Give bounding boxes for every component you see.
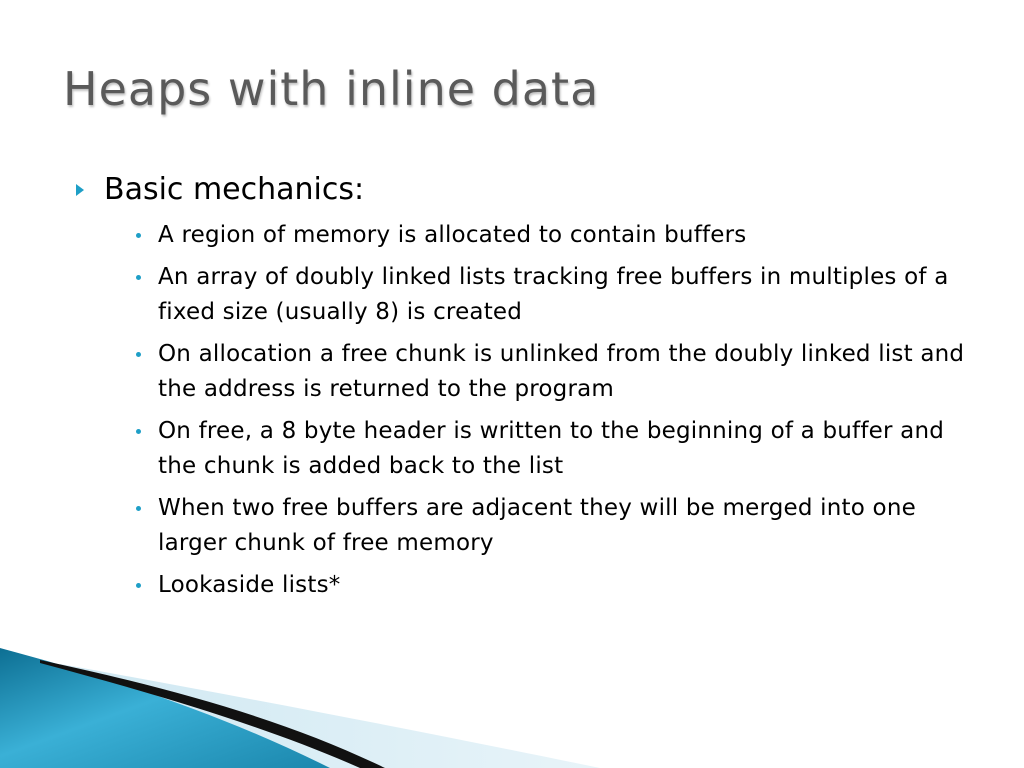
- bullet-text: Basic mechanics:: [104, 172, 365, 207]
- sub-bullet-text: When two free buffers are adjacent they will be merged into one larger chunk of free memory: [158, 495, 916, 556]
- sub-bullet-text: Lookaside lists*: [158, 572, 341, 598]
- slide-title: Heaps with inline data: [63, 62, 600, 116]
- sub-bullet-text: On free, a 8 byte header is written to the beginning of a buffer and the chunk is added back to the list: [158, 418, 945, 479]
- sub-bullet-text: A region of memory is allocated to contain buffers: [158, 222, 747, 248]
- sub-bullet-text: On allocation a free chunk is unlinked from the doubly linked list and the address is returned to the program: [158, 341, 965, 402]
- sub-bullet-text: An array of doubly linked lists tracking free buffers in multiples of a fixed size (usually 8) is created: [158, 264, 949, 325]
